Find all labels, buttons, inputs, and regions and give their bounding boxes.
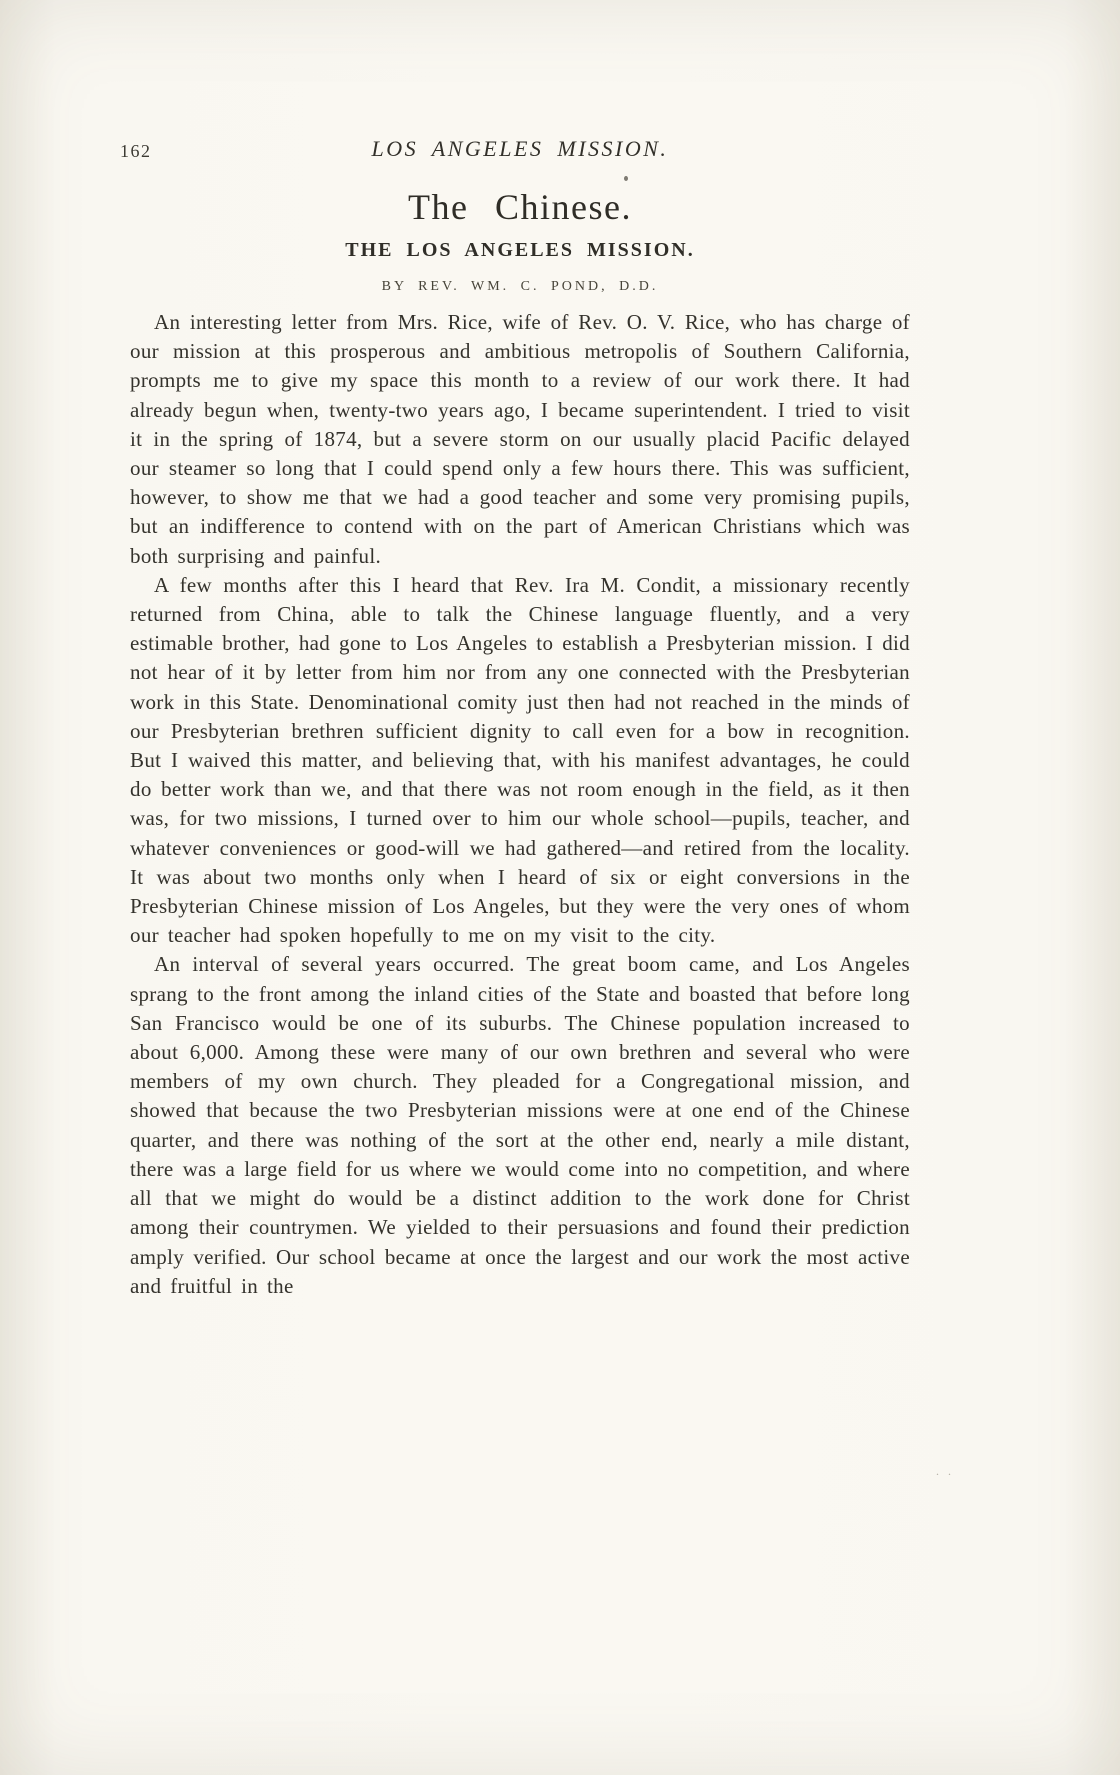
article-byline: BY REV. WM. C. POND, D.D. <box>381 279 659 294</box>
scan-artifact-specks: . . <box>936 1464 954 1478</box>
paragraph-2: A few months after this I heard that Rev. Ira M. Condit, a missionary recently returned from China, able to talk the Chinese language fluently, and a very estimable brother, had gone to Los Angeles to establish a Presbyterian mission. I did not hear of it by letter from him nor from any one connected with the Presbyterian work in this State. Denominational comity just then had not reached in the minds of our Presbyterian brethren sufficient dignity to call even for a bow in recognition. But I waived this matter, and believing that, with his manifest advantages, he could do better work than we, and that there was not room enough in the field, as it then was, for two missions, I turned over to him our whole school—pupils, teacher, and whatever conveniences or good-will we had gathered—and retired from the locality. It was about two months only when I heard of six or eight conversions in the Presbyterian Chinese mission of Los Angeles, but they were the very ones of whom our teacher had spoken hopefully to me on my visit to the city. <box>130 572 910 948</box>
running-header: LOS ANGELES MISSION. <box>371 136 669 161</box>
article-title: The Chinese. <box>408 187 632 227</box>
page-number: 162 <box>120 141 152 161</box>
paragraph-1: An interesting letter from Mrs. Rice, wife of Rev. O. V. Rice, who has charge of our mission at this prosperous and ambitious metropolis of Southern California, prompts me to give my space this month to a review of our work there. It had already begun when, twenty-two years ago, I became superintendent. I tried to visit it in the spring of 1874, but a severe storm on our usually placid Pacific delayed our steamer so long that I could spend only a few hours there. This was sufficient, however, to show me that we had a good teacher and some very promising pupils, but an indifference to contend with on the part of American Christians which was both surprising and painful. <box>130 310 910 568</box>
page-header <box>120 136 910 168</box>
article-body <box>130 308 910 1301</box>
article-subtitle: THE LOS ANGELES MISSION. <box>345 239 695 261</box>
scan-artifact-dot <box>624 176 628 181</box>
paragraph-3: An interval of several years occurred. The great boom came, and Los Angeles sprang to the front among the inland cities of the State and boasted that before long San Francisco would be one of its suburbs. The Chinese population increased to about 6,000. Among these were many of our own brethren and several who were members of my own church. They pleaded for a Congregational mission, and showed that because the two Presbyterian missions were at one end of the Chinese quarter, and there was nothing of the sort at the other end, nearly a mile distant, there was a large field for us where we would come into no competition, and where all that we might do would be a distinct addition to the work done for Christ among their countrymen. We yielded to their persuasions and found their prediction amply verified. Our school became at once the largest and our work the most active and fruitful in the <box>130 952 910 1298</box>
